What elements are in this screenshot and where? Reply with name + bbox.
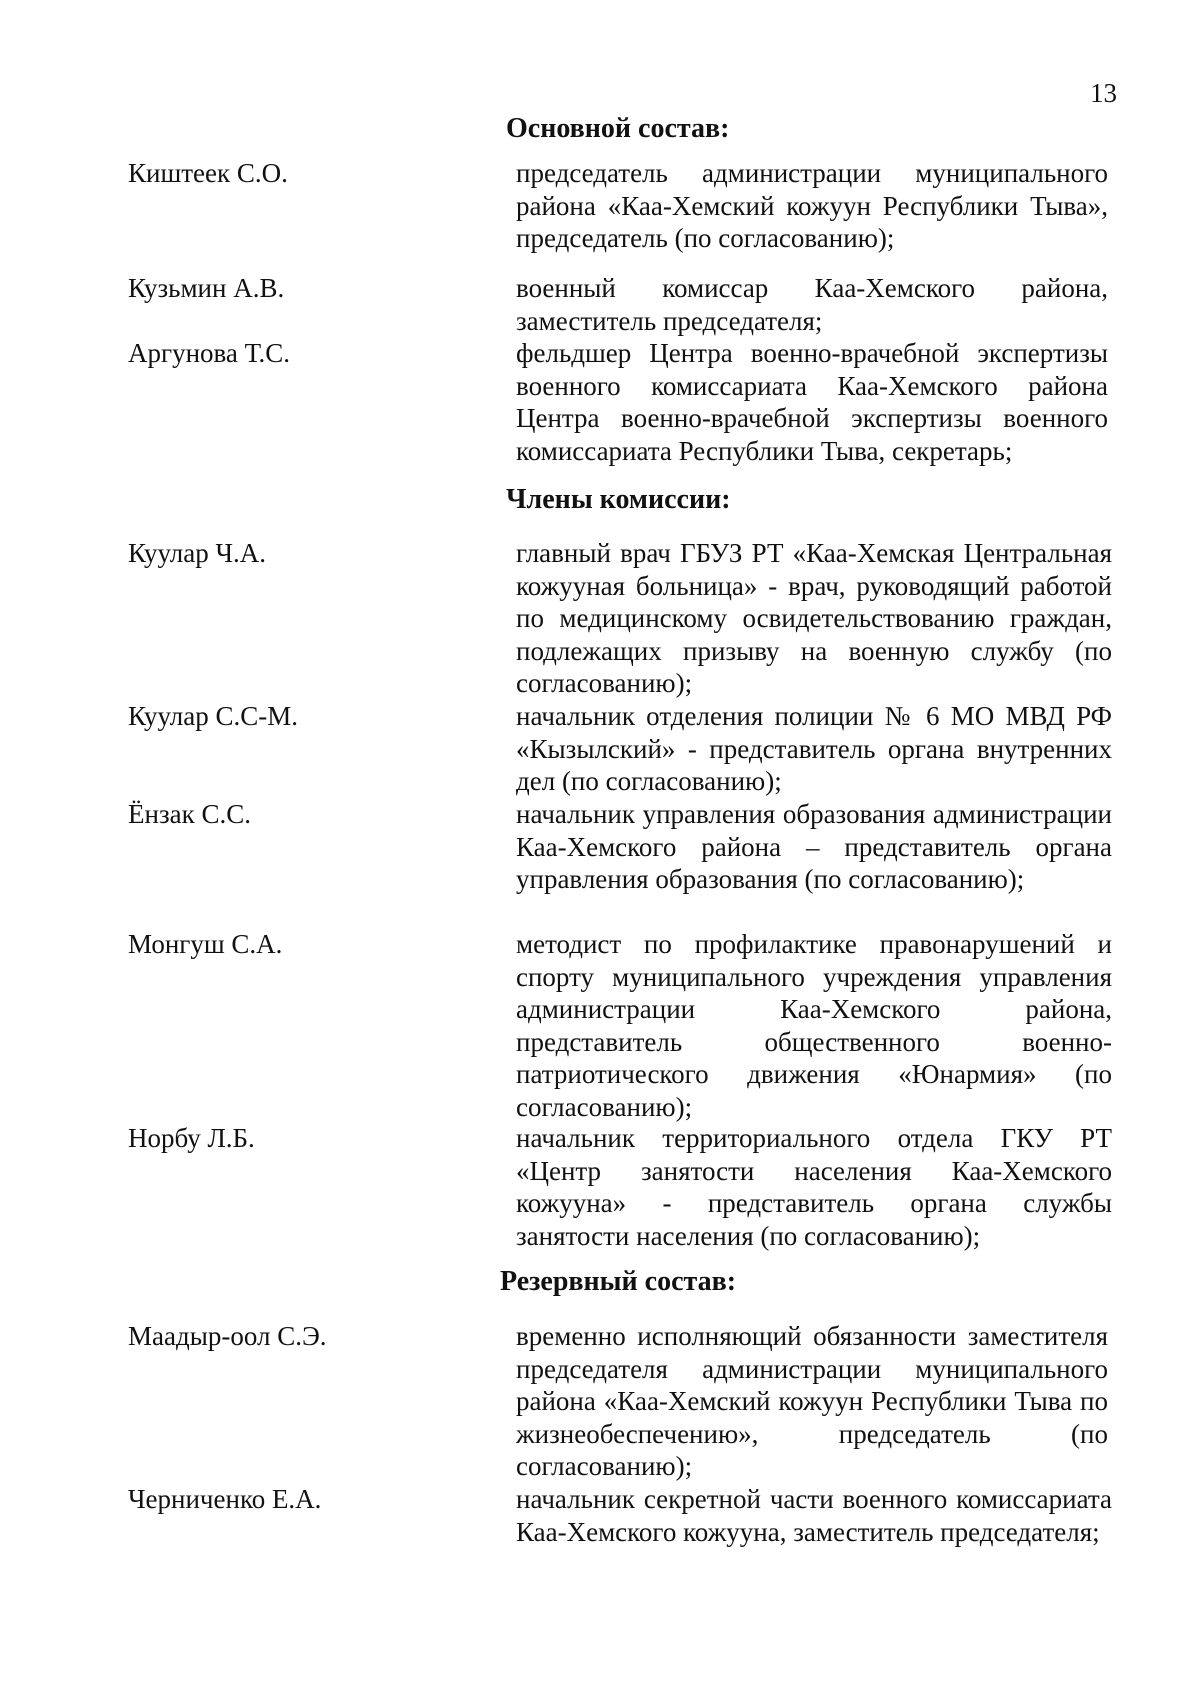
member-role: фельдшер Центра военно-врачебной экспертизы военного комиссариата Каа-Хемского района Центра военно-врачебной экспертизы военного комиссариата Республики Тыва, секретарь; xyxy=(516,338,1108,466)
section-heading-reserve: Резервный состав: xyxy=(500,1266,737,1297)
page-number: 13 xyxy=(1090,78,1117,108)
member-role: методист по профилактике правонарушений и спорту муниципального учреждения управления администрации Каа-Хемского района, представитель общественного военно-патриотического движения «Юнармия» (по согласованию); xyxy=(516,929,1112,1122)
member-name: Киштеек С.О. xyxy=(128,158,288,188)
member-name: Куулар С.С-М. xyxy=(128,701,299,731)
member-role: главный врач ГБУЗ РТ «Каа-Хемская Центральная кожууная больница» - врач, руководящий работой по медицинскому освидетельствованию граждан, подлежащих призыву на военную службу (по согласованию); xyxy=(516,538,1112,698)
section-heading-main: Основной состав: xyxy=(506,113,730,144)
member-role: военный комиссар Каа-Хемского района, заместитель председателя; xyxy=(516,273,1108,336)
member-role: начальник отделения полиции № 6 МО МВД РФ «Кызылский» - представитель органа внутренних дел (по согласованию); xyxy=(516,701,1112,796)
member-role: начальник секретной части военного комиссариата Каа-Хемского кожууна, заместитель председателя; xyxy=(516,1484,1112,1547)
member-role: начальник территориального отдела ГКУ РТ «Центр занятости населения Каа-Хемского кожууна» - представитель органа службы занятости населения (по согласованию); xyxy=(516,1123,1112,1251)
member-role: председатель администрации муниципального района «Каа-Хемский кожуун Республики Тыва», председатель (по согласованию); xyxy=(516,158,1108,253)
section-heading-members: Члены комиссии: xyxy=(506,484,731,515)
member-name: Черниченко Е.А. xyxy=(128,1484,322,1514)
member-name: Ёнзак С.С. xyxy=(128,799,251,829)
member-name: Норбу Л.Б. xyxy=(128,1123,255,1153)
member-role: временно исполняющий обязанности заместителя председателя администрации муниципального района «Каа-Хемский кожуун Республики Тыва по жизнеобеспечению», председатель (по согласованию); xyxy=(516,1321,1108,1481)
member-role: начальник управления образования администрации Каа-Хемского района – представитель органа управления образования (по согласованию); xyxy=(516,799,1112,894)
member-name: Куулар Ч.А. xyxy=(128,538,267,568)
member-name: Маадыр-оол С.Э. xyxy=(128,1321,327,1351)
member-name: Монгуш С.А. xyxy=(128,929,283,959)
member-name: Кузьмин А.В. xyxy=(128,273,285,303)
member-name: Аргунова Т.С. xyxy=(128,338,290,368)
